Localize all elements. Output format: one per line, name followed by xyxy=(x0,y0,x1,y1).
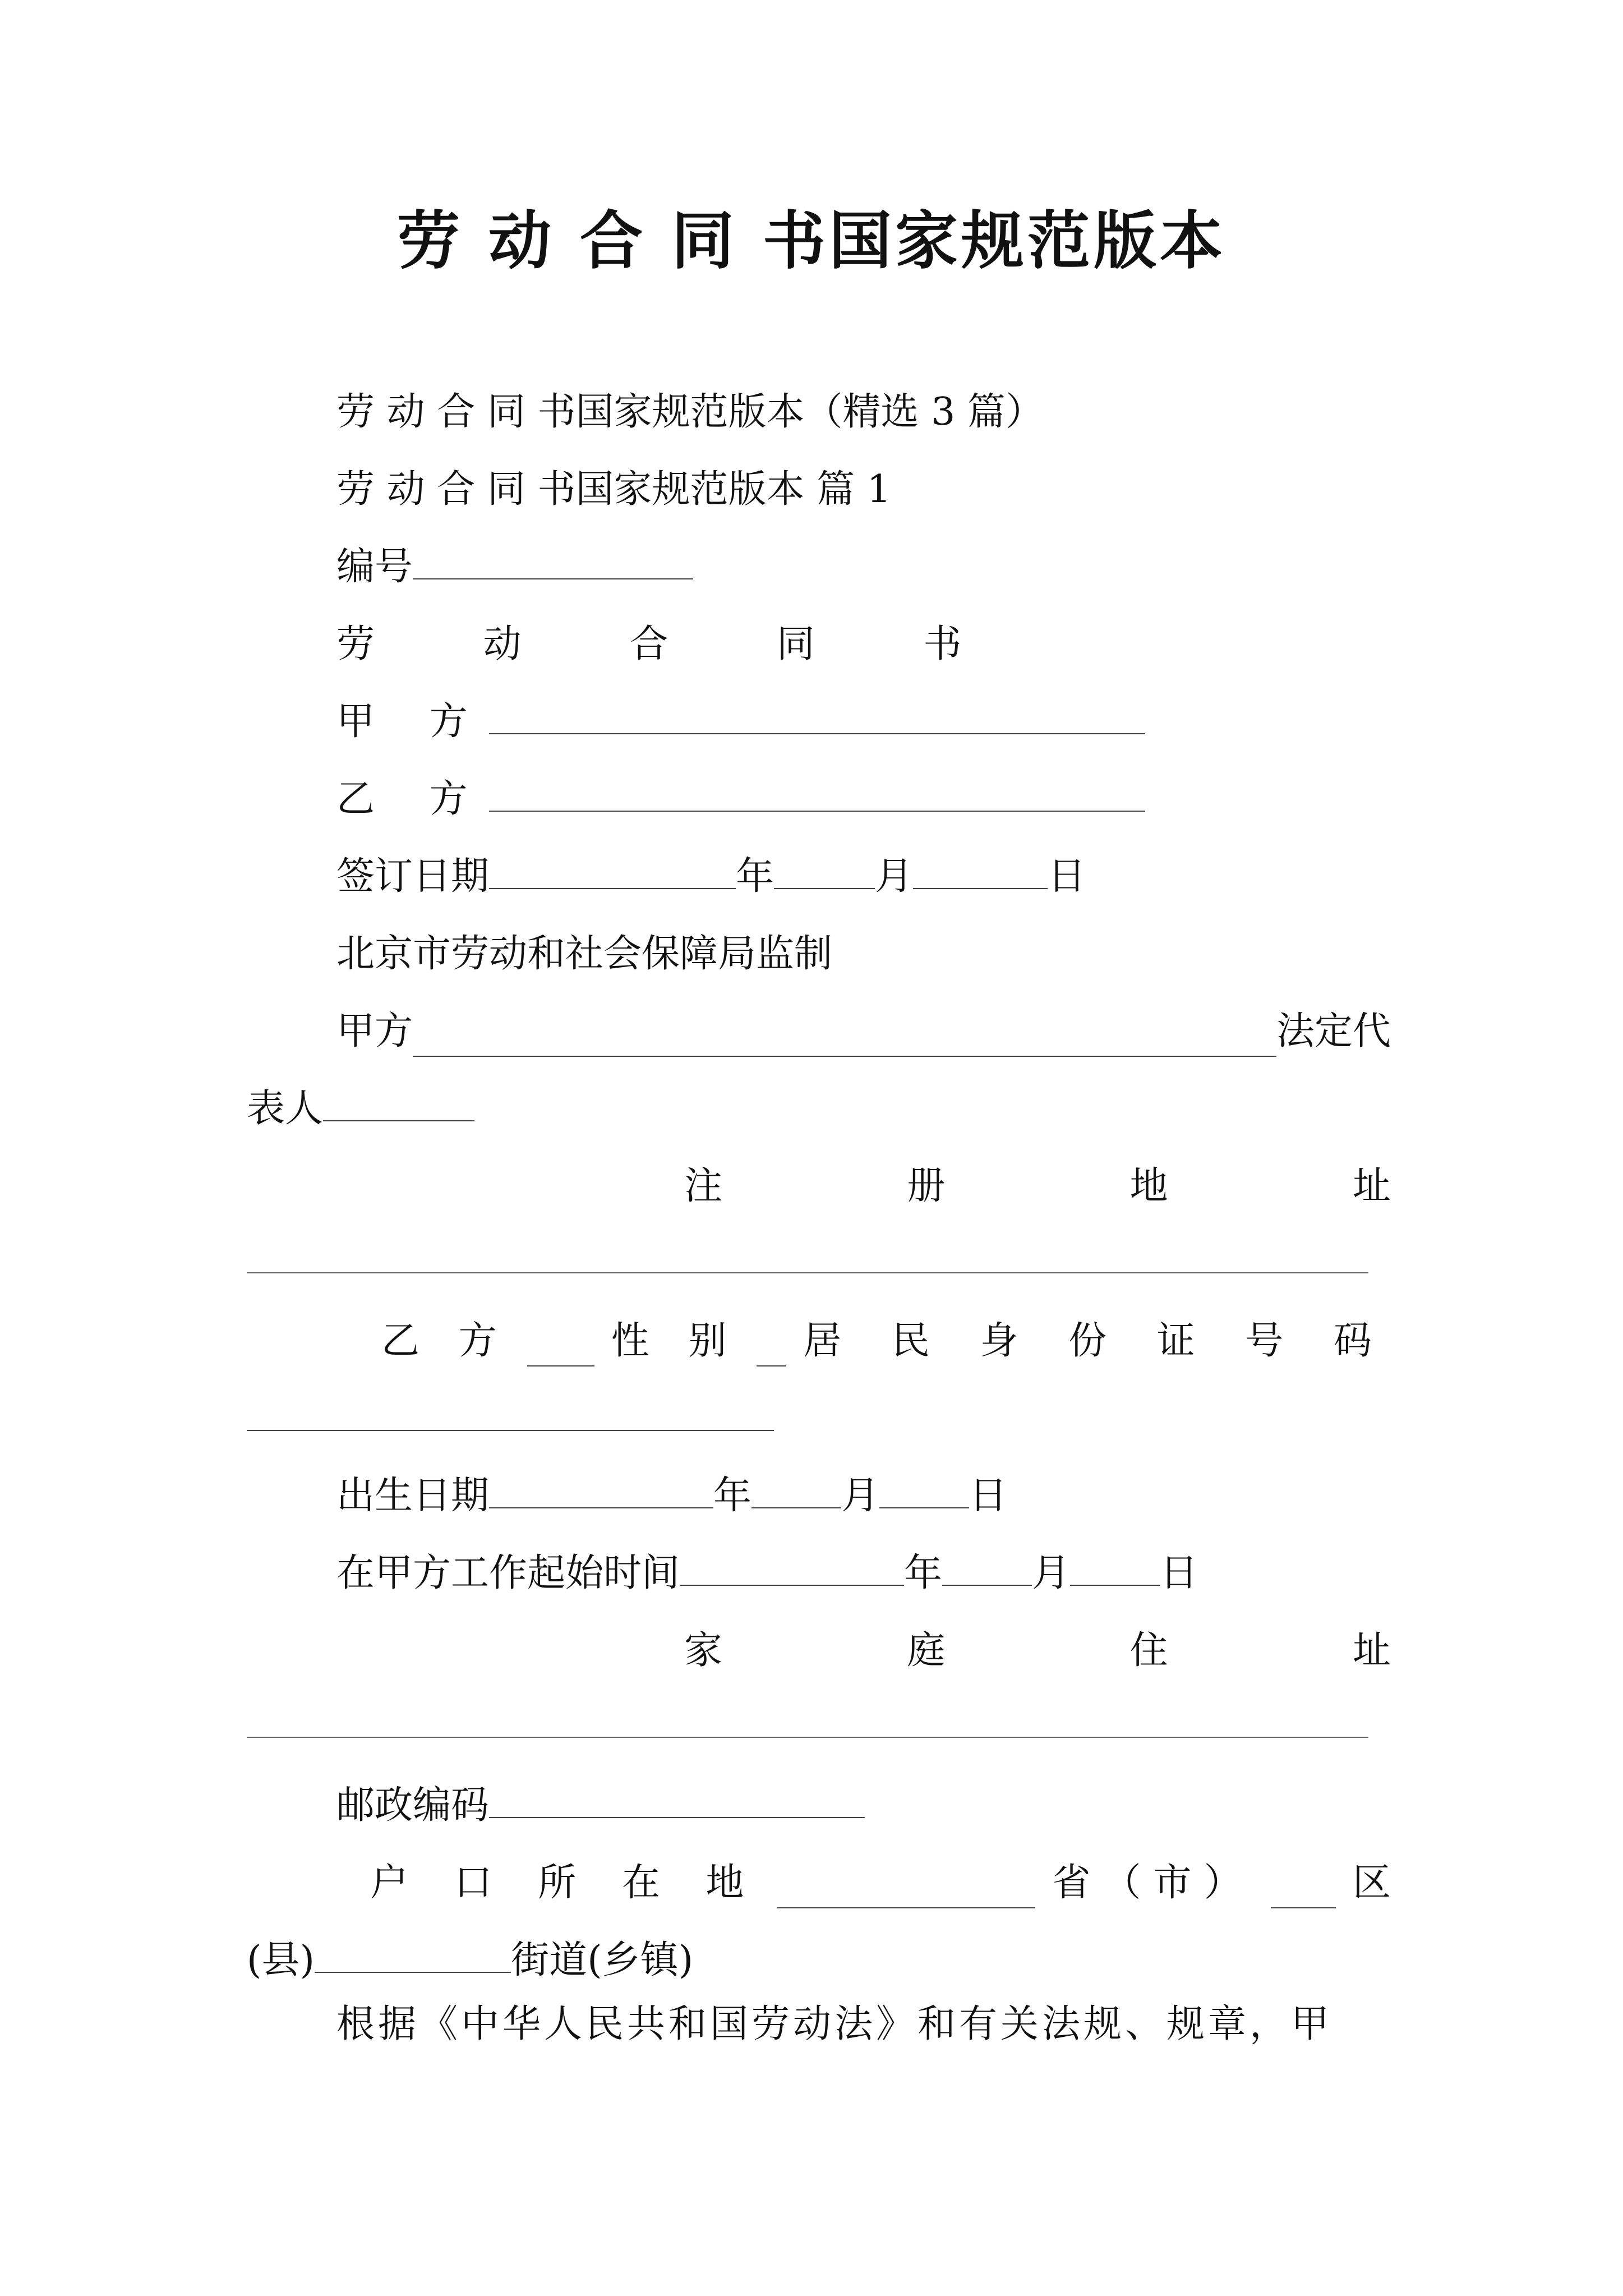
birth-day-blank xyxy=(879,1474,969,1508)
party-b-blank xyxy=(489,777,1145,812)
party-b-line xyxy=(336,774,1145,825)
sign-year-blank xyxy=(489,854,736,889)
county-label: (县) xyxy=(247,1938,315,1982)
sign-day-label: 日 xyxy=(1048,854,1086,899)
contract-number-label: 编号 xyxy=(336,545,413,589)
registered-address-line xyxy=(247,1161,1391,1212)
party-b-label: 乙 方 xyxy=(336,777,489,821)
sign-day-blank xyxy=(913,854,1048,889)
legal-rep-label-part1: 法定代 xyxy=(1276,1009,1391,1053)
home-address-blank-line xyxy=(247,1703,1368,1738)
party-a-full-label: 甲方 xyxy=(336,1009,413,1053)
county-blank xyxy=(315,1938,511,1973)
party-a-full-line xyxy=(336,1006,1391,1057)
sign-date-line xyxy=(336,852,1086,902)
hukou-line xyxy=(247,1858,1391,1908)
province-city-label: 省（市） xyxy=(1052,1861,1255,1905)
id-number-blank-line xyxy=(247,1393,774,1444)
registered-address-blank xyxy=(247,1239,1368,1273)
gender-blank xyxy=(757,1332,786,1366)
party-a-line xyxy=(336,697,1145,747)
basis-paragraph: 根据《中华人民共和国劳动法》和有关法规、规章，甲 xyxy=(336,2002,1333,2046)
birth-year-blank xyxy=(489,1474,713,1508)
hukou-province-blank xyxy=(777,1874,1035,1908)
id-number-blank xyxy=(247,1396,774,1431)
district-label: 区 xyxy=(1352,1861,1391,1905)
work-start-label: 在甲方工作起始时间 xyxy=(336,1551,680,1595)
legal-rep-label-part2: 表人 xyxy=(247,1087,324,1131)
birth-date-label: 出生日期 xyxy=(336,1474,490,1518)
registered-address-blank-line xyxy=(247,1239,1368,1273)
sign-month-blank xyxy=(774,854,875,889)
work-start-day-blank xyxy=(1070,1551,1160,1586)
home-address-blank xyxy=(247,1703,1368,1738)
supervisor-line: 北京市劳动和社会保障局监制 xyxy=(336,932,833,976)
county-street-line xyxy=(247,1935,693,1986)
postal-code-label: 邮政编码 xyxy=(336,1783,490,1828)
work-start-month-label: 月 xyxy=(1032,1551,1071,1595)
gender-label: 性 别 xyxy=(611,1319,740,1363)
work-start-month-blank xyxy=(942,1551,1032,1586)
party-a-blank xyxy=(489,700,1145,734)
contract-number-line xyxy=(336,542,693,592)
home-address-label: 家 庭 住 址 xyxy=(684,1628,1391,1673)
party-b-info-line xyxy=(247,1316,1391,1366)
home-address-line xyxy=(247,1626,1391,1676)
sign-date-label: 签订日期 xyxy=(336,854,490,899)
party-a-label: 甲 方 xyxy=(336,700,489,744)
postal-code-line xyxy=(336,1780,865,1831)
document-title: 劳 动 合 同 书国家规范版本 xyxy=(397,205,1226,278)
work-start-year-blank xyxy=(680,1551,904,1586)
legal-rep-blank xyxy=(323,1087,474,1121)
birth-month-label: 月 xyxy=(841,1474,880,1518)
hukou-district-blank xyxy=(1271,1874,1336,1908)
work-start-line xyxy=(336,1548,1198,1599)
party-a-full-blank xyxy=(413,1022,1276,1057)
birth-year-label: 年 xyxy=(713,1474,752,1518)
work-start-year-label: 年 xyxy=(904,1551,943,1595)
work-start-day-label: 日 xyxy=(1160,1551,1198,1595)
birth-day-label: 日 xyxy=(969,1474,1008,1518)
party-b-name-blank xyxy=(527,1332,594,1366)
hukou-label: 户 口 所 在 地 xyxy=(370,1861,761,1905)
heading-part1: 劳 动 合 同 书国家规范版本 篇 1 xyxy=(336,467,891,512)
sign-year-label: 年 xyxy=(736,854,774,899)
birth-month-blank xyxy=(751,1474,841,1508)
postal-code-blank xyxy=(489,1783,865,1818)
birth-date-line xyxy=(336,1471,1007,1521)
street-label: 街道(乡镇) xyxy=(511,1938,694,1982)
contract-title: 劳 动 合 同 书 xyxy=(336,622,1010,666)
contract-number-blank xyxy=(413,545,693,579)
heading-selection: 劳 动 合 同 书国家规范版本（精选 3 篇） xyxy=(336,390,1044,434)
legal-rep-line xyxy=(247,1084,474,1134)
id-number-label: 居 民 身 份 证 号 码 xyxy=(803,1319,1391,1363)
registered-address-label: 注 册 地 址 xyxy=(684,1164,1391,1208)
sign-month-label: 月 xyxy=(875,854,914,899)
party-b-info-label: 乙 方 xyxy=(381,1319,510,1363)
